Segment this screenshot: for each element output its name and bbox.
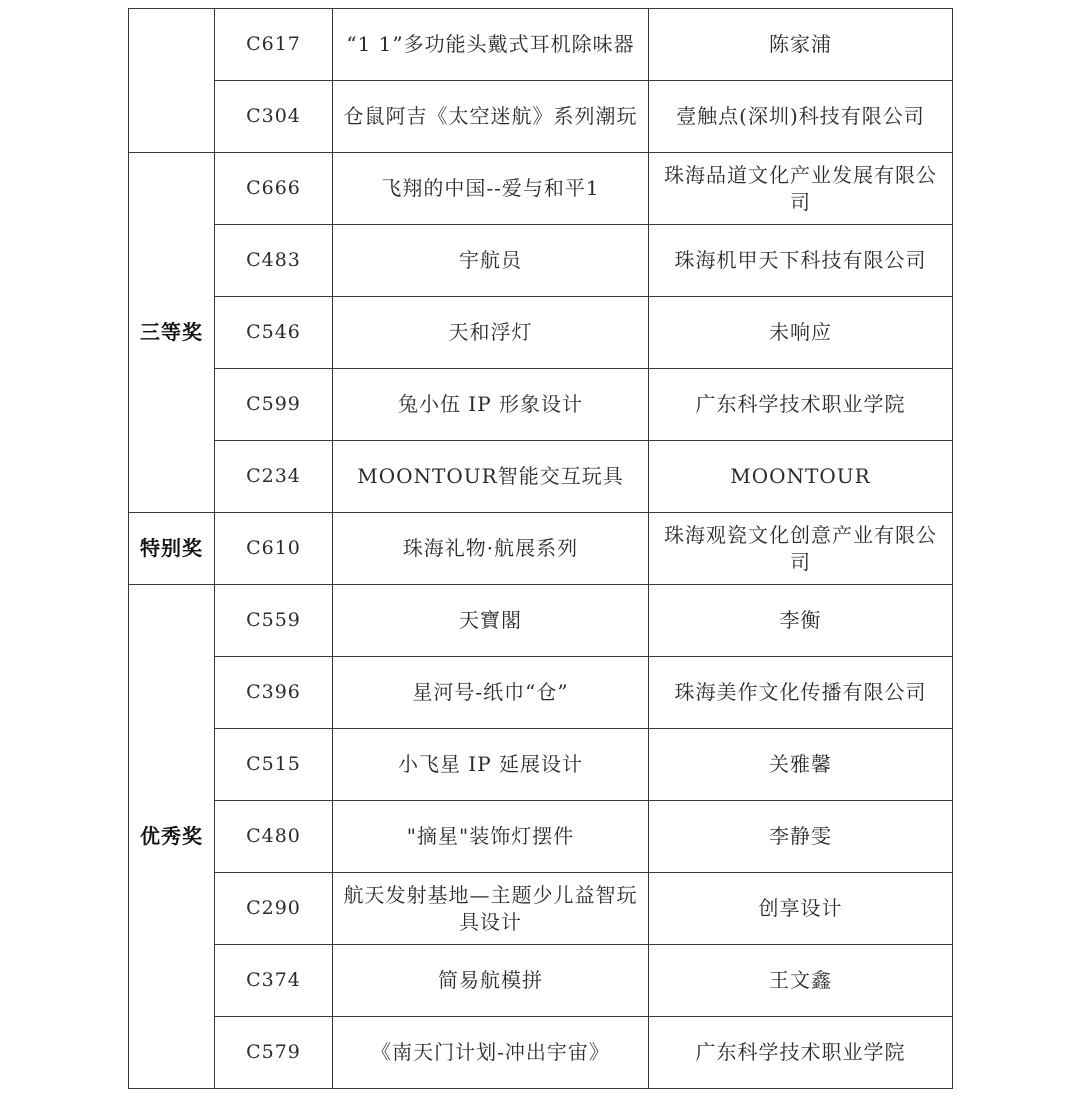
table-row <box>129 225 953 297</box>
entry-code: C579 <box>215 1017 333 1089</box>
awards-table <box>128 8 953 1089</box>
work-title: 天寶閣 <box>333 585 649 657</box>
table-row <box>129 81 953 153</box>
table-row <box>129 9 953 81</box>
work-title: 小飞星 IP 延展设计 <box>333 729 649 801</box>
table-row <box>129 801 953 873</box>
author-name: 壹触点(深圳)科技有限公司 <box>649 81 953 153</box>
work-title: “1 1”多功能头戴式耳机除味器 <box>333 9 649 81</box>
author-name: 创享设计 <box>649 873 953 945</box>
author-name: MOONTOUR <box>649 441 953 513</box>
author-name: 广东科学技术职业学院 <box>649 1017 953 1089</box>
table-row <box>129 873 953 945</box>
entry-code: C617 <box>215 9 333 81</box>
entry-code: C374 <box>215 945 333 1017</box>
work-title: 兔小伍 IP 形象设计 <box>333 369 649 441</box>
author-name: 李静雯 <box>649 801 953 873</box>
award-category-cell <box>129 9 215 153</box>
work-title: 航天发射基地—主题少儿益智玩具设计 <box>333 873 649 945</box>
awards-table-body <box>129 9 953 1089</box>
author-name: 李衡 <box>649 585 953 657</box>
table-row <box>129 441 953 513</box>
work-title: 珠海礼物·航展系列 <box>333 513 649 585</box>
work-title: "摘星"装饰灯摆件 <box>333 801 649 873</box>
author-name: 陈家浦 <box>649 9 953 81</box>
entry-code: C610 <box>215 513 333 585</box>
entry-code: C304 <box>215 81 333 153</box>
author-name: 未响应 <box>649 297 953 369</box>
author-name: 珠海品道文化产业发展有限公司 <box>649 153 953 225</box>
author-name: 关雅馨 <box>649 729 953 801</box>
award-category-special-prize: 特别奖 <box>129 513 215 585</box>
work-title: MOONTOUR智能交互玩具 <box>333 441 649 513</box>
work-title: 简易航模拼 <box>333 945 649 1017</box>
entry-code: C234 <box>215 441 333 513</box>
work-title: 《南天门计划-冲出宇宙》 <box>333 1017 649 1089</box>
table-row <box>129 729 953 801</box>
author-name: 王文鑫 <box>649 945 953 1017</box>
table-row <box>129 945 953 1017</box>
entry-code: C559 <box>215 585 333 657</box>
table-row <box>129 153 953 225</box>
entry-code: C546 <box>215 297 333 369</box>
work-title: 飞翔的中国--爱与和平1 <box>333 153 649 225</box>
table-row <box>129 297 953 369</box>
work-title: 仓鼠阿吉《太空迷航》系列潮玩 <box>333 81 649 153</box>
work-title: 天和浮灯 <box>333 297 649 369</box>
table-row <box>129 369 953 441</box>
entry-code: C599 <box>215 369 333 441</box>
entry-code: C666 <box>215 153 333 225</box>
table-row <box>129 585 953 657</box>
award-category-excellence-prize: 优秀奖 <box>129 585 215 1089</box>
work-title: 星河号-纸巾“仓” <box>333 657 649 729</box>
table-row <box>129 513 953 585</box>
author-name: 珠海观瓷文化创意产业有限公司 <box>649 513 953 585</box>
entry-code: C396 <box>215 657 333 729</box>
work-title: 宇航员 <box>333 225 649 297</box>
table-row <box>129 657 953 729</box>
entry-code: C480 <box>215 801 333 873</box>
entry-code: C483 <box>215 225 333 297</box>
author-name: 珠海美作文化传播有限公司 <box>649 657 953 729</box>
award-category-third-prize: 三等奖 <box>129 153 215 513</box>
entry-code: C515 <box>215 729 333 801</box>
author-name: 广东科学技术职业学院 <box>649 369 953 441</box>
table-row <box>129 1017 953 1089</box>
author-name: 珠海机甲天下科技有限公司 <box>649 225 953 297</box>
entry-code: C290 <box>215 873 333 945</box>
